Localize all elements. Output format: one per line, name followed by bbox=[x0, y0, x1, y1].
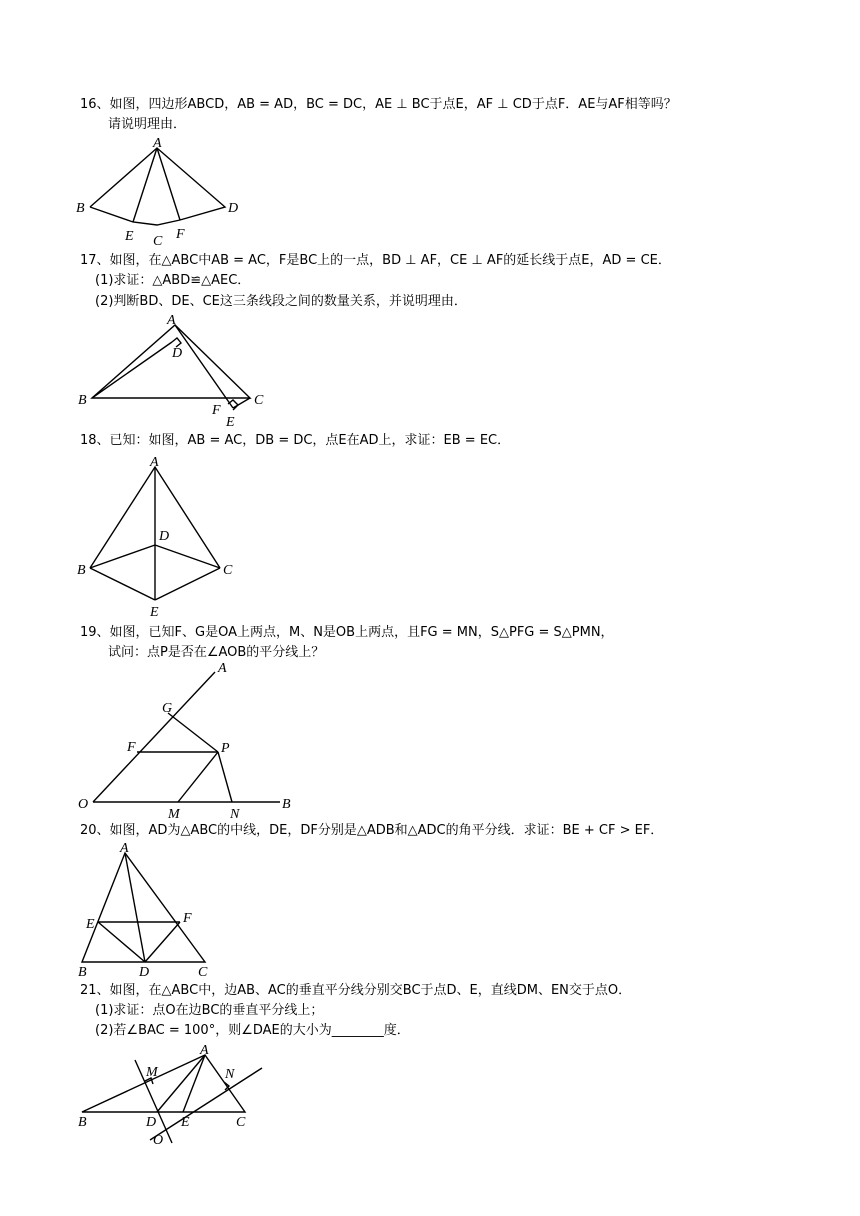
fig17-label-a: A bbox=[167, 313, 176, 328]
problem-20-statement: 20、如图，AD为△ABC的中线，DE，DF分别是△ADB和△ADC的角平分线．求证：BE + CF > EF． bbox=[80, 823, 664, 838]
fig17-label-b: B bbox=[78, 393, 87, 408]
problem-21-statement: 21、如图，在△ABC中，边AB、AC的垂直平分线分别交BC于点D、E，直线DM、EN交于点O． bbox=[80, 983, 632, 998]
fig21-label-n: N bbox=[225, 1067, 235, 1082]
figure-19 bbox=[78, 661, 291, 822]
fig19-label-g: G bbox=[162, 701, 173, 716]
fig20-label-e: E bbox=[86, 917, 95, 932]
problem-19-question: 试问：点P是否在∠AOB的平分线上？ bbox=[108, 645, 325, 660]
fig21-label-d: D bbox=[146, 1115, 157, 1130]
fig21-label-m: M bbox=[146, 1065, 158, 1080]
fig16-label-b: B bbox=[76, 201, 85, 216]
fig21-label-o: O bbox=[153, 1133, 164, 1148]
fig17-label-e: E bbox=[226, 415, 235, 430]
fig19-label-p: P bbox=[221, 741, 230, 756]
fig21-label-e: E bbox=[181, 1115, 190, 1130]
fig21-label-b: B bbox=[78, 1115, 87, 1130]
figure-16 bbox=[76, 136, 238, 249]
fig16-label-f: F bbox=[176, 227, 185, 242]
fig18-label-e: E bbox=[150, 605, 159, 620]
problem-16-question: 请说明理由． bbox=[108, 117, 187, 132]
fig19-label-n: N bbox=[230, 807, 240, 822]
fig19-label-f: F bbox=[127, 740, 136, 755]
fig21-label-c: C bbox=[236, 1115, 246, 1130]
fig16-label-a: A bbox=[153, 136, 162, 151]
fig21-label-a: A bbox=[200, 1043, 209, 1058]
fig20-label-c: C bbox=[198, 965, 208, 980]
fig20-label-a: A bbox=[120, 841, 129, 856]
fig19-label-b: B bbox=[282, 797, 291, 812]
fig18-label-b: B bbox=[77, 563, 86, 578]
problem-19-statement: 19、如图，已知F、G是OA上两点，M、N是OB上两点，且FG = MN，S△PFG = S△PMN， bbox=[80, 625, 614, 640]
fig17-label-f: F bbox=[212, 403, 221, 418]
problem-21-part-2: (2)若∠BAC = 100°，则∠DAE的大小为________度． bbox=[95, 1023, 410, 1038]
fig19-label-o: O bbox=[78, 797, 89, 812]
fig19-label-m: M bbox=[168, 807, 180, 822]
figure-20 bbox=[78, 841, 208, 980]
problem-17-statement: 17、如图，在△ABC中AB = AC，F是BC上的一点，BD ⊥ AF，CE ⊥ AF的延长线于点E，AD = CE． bbox=[80, 253, 671, 268]
fig19-label-a: A bbox=[218, 661, 227, 676]
fig20-label-b: B bbox=[78, 965, 87, 980]
fig18-label-d: D bbox=[159, 529, 170, 544]
fig16-label-d: D bbox=[228, 201, 239, 216]
problem-17-part-2: (2)判断BD、DE、CE这三条线段之间的数量关系，并说明理由． bbox=[95, 294, 467, 309]
problem-21-part-1: (1)求证：点O在边BC的垂直平分线上； bbox=[95, 1003, 324, 1018]
figure-17 bbox=[78, 313, 264, 430]
problem-17-part-1: (1)求证：△ABD≌△AEC． bbox=[95, 273, 251, 288]
fig20-label-d: D bbox=[139, 965, 150, 980]
fig16-label-e: E bbox=[125, 229, 134, 244]
figure-18 bbox=[77, 455, 233, 620]
problem-18-statement: 18、已知：如图，AB = AC，DB = DC，点E在AD上，求证：EB = EC． bbox=[80, 433, 511, 448]
fig20-label-f: F bbox=[183, 911, 192, 926]
problem-16-statement: 16、如图，四边形ABCD，AB = AD，BC = DC，AE ⊥ BC于点E，AF ⊥ CD于点F．AE与AF相等吗？ bbox=[80, 97, 677, 112]
figure-21 bbox=[78, 1043, 262, 1148]
fig17-label-c: C bbox=[254, 393, 264, 408]
fig16-label-c: C bbox=[153, 234, 163, 249]
fig18-label-a: A bbox=[150, 455, 159, 470]
fig18-label-c: C bbox=[223, 563, 233, 578]
fig17-label-d: D bbox=[172, 346, 183, 361]
